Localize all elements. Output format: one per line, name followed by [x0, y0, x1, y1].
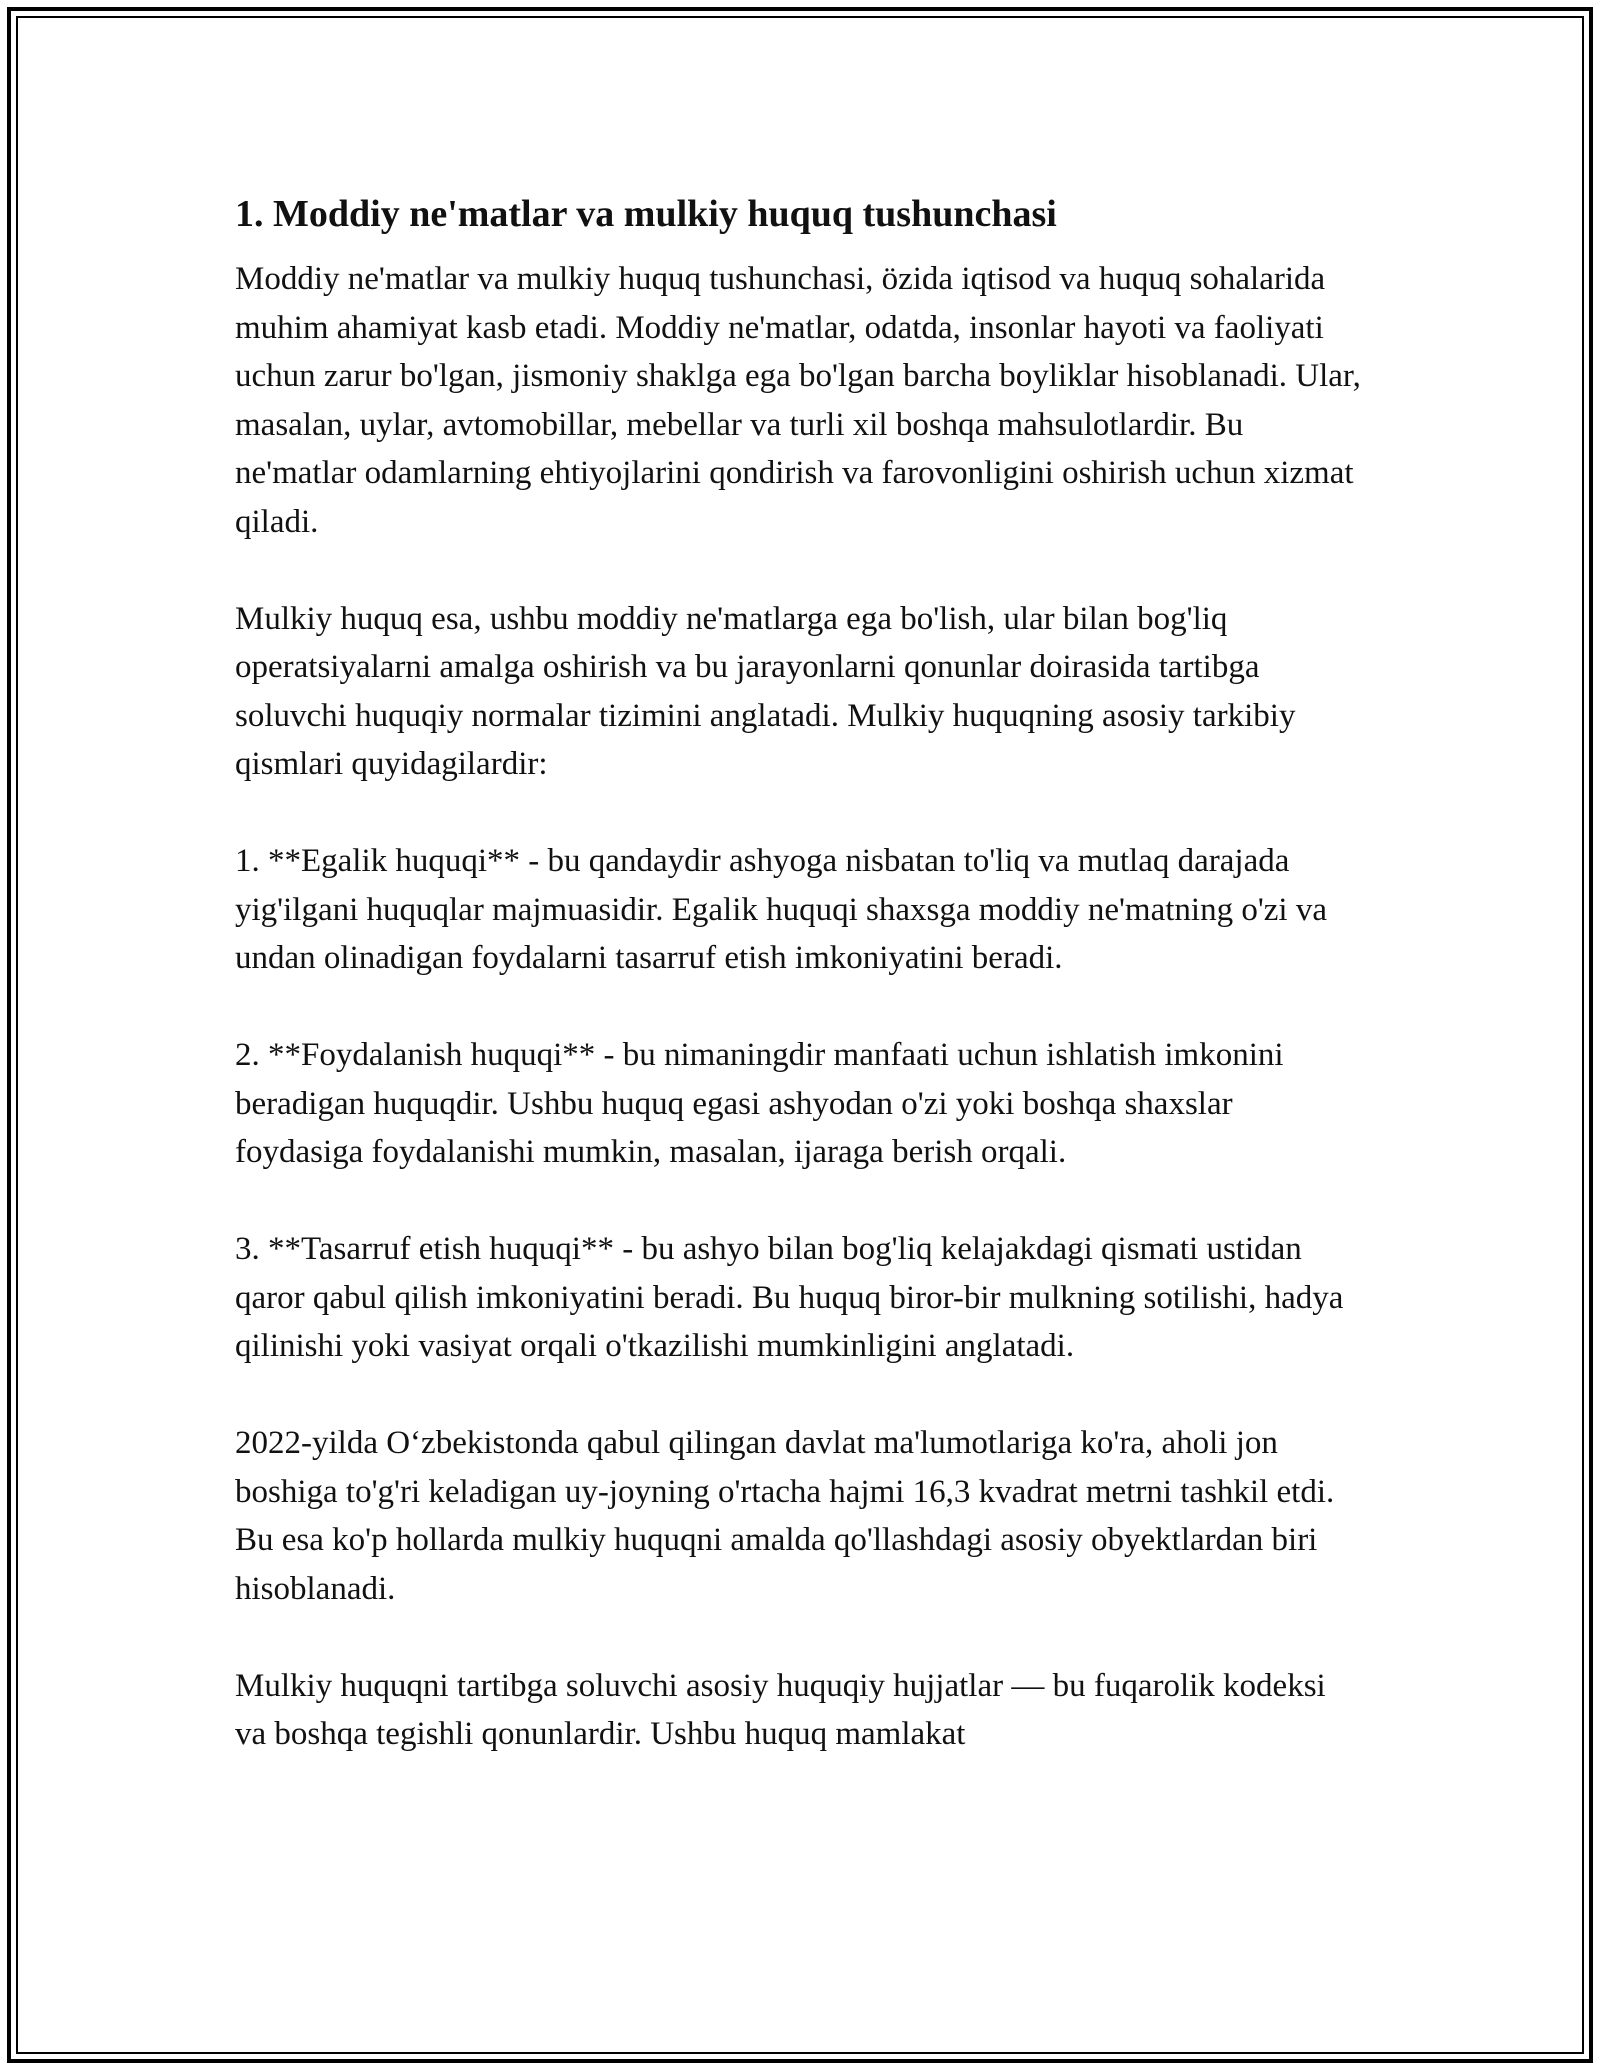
paragraph-property-right: Mulkiy huquq esa, ushbu moddiy ne'matlarga ega bo'lish, ular bilan bog'liq operatsiyalarni amalga oshirish va bu jarayonlarni qonunlar doirasida tartibga soluvchi huquqiy normalar tizimini anglatadi. Mulkiy huquqning asosiy tarkibiy qismlari quyidagilardir: [235, 600, 1296, 782]
paragraph-intro: Moddiy ne'matlar va mulkiy huquq tushunchasi, özida iqtisod va huquq sohalarida muhim ahamiyat kasb etadi. Moddiy ne'matlar, odatda, insonlar hayoti va faoliyati uchun zarur bo'lgan, jismoniy shaklga ega bo'lgan barcha boyliklar hisoblanadi. Ular, masalan, uylar, avtomobillar, mebellar va turli xil boshqa mahsulotlardir. Bu ne'matlar odamlarning ehtiyojlarini qondirish va farovonligini oshirish uchun xizmat qiladi. [235, 261, 1361, 540]
section-heading: 1. Moddiy ne'matlar va mulkiy huquq tushunchasi [235, 193, 1057, 235]
document-body [235, 185, 1365, 1807]
paragraph-legal-documents: Mulkiy huquqni tartibga soluvchi asosiy huquqiy hujjatlar — bu fuqarolik kodeksi va boshqa tegishli qonunlardir. Ushbu huquq mamlakat [235, 1667, 1326, 1752]
paragraph-ownership-right: 1. **Egalik huquqi** - bu qandaydir ashyoga nisbatan to'liq va mutlaq darajada yig'ilgani huquqlar majmuasidir. Egalik huquqi shaxsga moddiy ne'matning o'zi va undan olinadigan foydalarni tasarruf etish imkoniyatini beradi. [235, 843, 1327, 976]
paragraph-statistics: 2022-yilda O‘zbekistonda qabul qilingan davlat ma'lumotlariga ko'ra, aholi jon boshiga to'g'ri keladigan uy-joyning o'rtacha hajmi 16,3 kvadrat metrni tashkil etdi. Bu esa ko'p hollarda mulkiy huquqni amalda qo'llashdagi asosiy obyektlardan biri hisoblanadi. [235, 1425, 1335, 1607]
paragraph-disposal-right: 3. **Tasarruf etish huquqi** - bu ashyo bilan bog'liq kelajakdagi qismati ustidan qaror qabul qilish imkoniyatini beradi. Bu huquq biror-bir mulkning sotilishi, hadya qilinishi yoki vasiyat orqali o'tkazilishi mumkinligini anglatadi. [235, 1231, 1344, 1364]
paragraph-usage-right: 2. **Foydalanish huquqi** - bu nimaningdir manfaati uchun ishlatish imkonini beradigan huquqdir. Ushbu huquq egasi ashyodan o'zi yoki boshqa shaxslar foydasiga foydalanishi mumkin, masalan, ijaraga berish orqali. [235, 1037, 1284, 1170]
